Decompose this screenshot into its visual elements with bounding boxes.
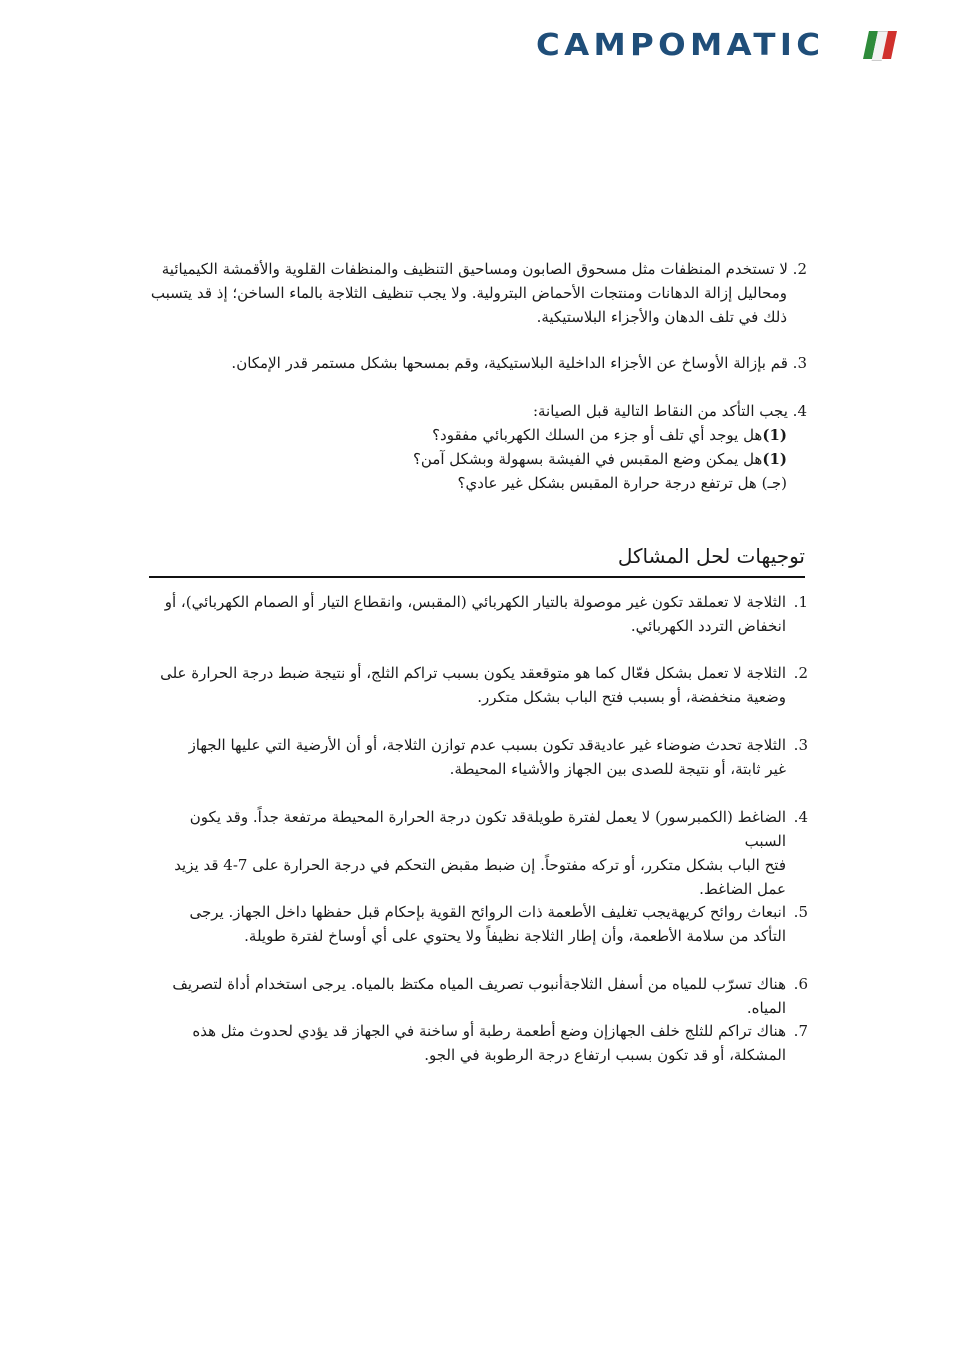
troubleshooting-item-3 bbox=[156, 733, 808, 781]
item-line: عمل الضاغط. bbox=[699, 880, 786, 898]
item-number: 5. bbox=[793, 903, 808, 921]
item-number: 2. bbox=[792, 260, 807, 278]
subitem-marker: (جـ) bbox=[761, 474, 787, 492]
maintenance-item-4-intro bbox=[147, 399, 807, 423]
maintenance-item-2-line-2: ومحاليل إزالة الدهانات ومنتجات الأحماض البترولية. ولا يجب تنظيف الثلاجة بالماء الساخن؛ إذ قد يتسبب bbox=[150, 284, 787, 302]
item-line: التأكد من سلامة الأطعمة، وأن إطار الثلاجة نظيفاً ولا يحتوي على أي أوساخ لفترة طويلة. bbox=[244, 927, 786, 945]
maintenance-subitem bbox=[147, 423, 807, 447]
item-line: هناك تراكم للثلج خلف الجهازإن وضع أطعمة رطبة أو ساخنة في الجهاز قد يؤدي لحدوث مثل هذه bbox=[192, 1022, 786, 1040]
item-number: 3. bbox=[792, 354, 807, 372]
troubleshooting-item-2 bbox=[156, 661, 808, 709]
item-line: فتح الباب بشكل متكرر، أو تركه مفتوحاً. إن ضبط مقبض التحكم في درجة الحرارة على 7-4 قد يزيد bbox=[174, 856, 786, 874]
troubleshooting-item-1 bbox=[156, 590, 808, 638]
maintenance-item-3 bbox=[147, 351, 807, 375]
maintenance-item-4 bbox=[147, 399, 807, 495]
item-line: المشكلة، أو قد تكون بسبب ارتفاع درجة الرطوبة في الجو. bbox=[424, 1046, 786, 1064]
item-line: الثلاجة تحدث ضوضاء غير عاديةقد تكون بسبب عدم توازن الثلاجة، أو أن الأرضية التي عليها الجهاز bbox=[188, 736, 786, 754]
item-number: 6. bbox=[793, 975, 808, 993]
troubleshooting-item-4 bbox=[156, 805, 808, 901]
item-text: لا تستخدم المنظفات مثل مسحوق الصابون ومساحيق التنظيف والمنظفات القلوية والأقمشة الكيميائية bbox=[161, 260, 788, 278]
item-line: الضاغط (الكمبرسور) لا يعمل لفترة طويلةقد تكون درجة الحرارة المحيطة مرتفعة جداً. وقد يكون السبب bbox=[189, 808, 786, 850]
item-line: هناك تسرّب للمياه من أسفل الثلاجةأنبوب تصريف المياه مكتظ بالمياه. يرجى استخدام أداة لتصريف المياه. bbox=[172, 975, 786, 1017]
subitem-marker: (1) bbox=[762, 426, 787, 444]
subitem-text: هل يمكن وضع المقبس في الفيشة بسهولة وبشكل آمن؟ bbox=[412, 450, 763, 468]
troubleshooting-item-7 bbox=[156, 1019, 808, 1067]
item-number: 4. bbox=[792, 402, 807, 420]
subitem-text: هل يوجد أي تلف أو جزء من السلك الكهربائي مفقود؟ bbox=[432, 426, 763, 444]
troubleshooting-item-5 bbox=[156, 900, 808, 948]
item-number: 4. bbox=[793, 808, 808, 826]
subitem-marker: (1) bbox=[762, 450, 787, 468]
brand-logo bbox=[536, 28, 900, 64]
maintenance-item-2-line-3: ذلك في تلف الدهان والأجزاء البلاستيكية. bbox=[536, 308, 787, 326]
maintenance-subitem bbox=[147, 447, 807, 471]
item-line: انبعاث روائح كريهةيجب تغليف الأطعمة ذات الروائح القوية بإحكام قبل حفظها داخل الجهاز. يرجى bbox=[189, 903, 786, 921]
maintenance-item-2-line-1 bbox=[147, 257, 807, 281]
troubleshooting-item-6 bbox=[136, 972, 808, 1020]
item-line: الثلاجة لا تعمل بشكل فعّال كما هو متوقعقد يكون بسبب تراكم الثلج، أو نتيجة ضبط درجة الحرارة على bbox=[160, 664, 786, 682]
item-line: وضعية منخفضة، أو بسبب فتح الباب بشكل متكرر. bbox=[477, 688, 786, 706]
item-line: الثلاجة لا تعملقد تكون غير موصولة بالتيار الكهربائي (المقبس، وانقطاع التيار أو الصمام الكهربائي)، أو bbox=[164, 593, 786, 611]
item-text: قم بإزالة الأوساخ عن الأجزاء الداخلية البلاستيكية، وقم بمسحها بشكل مستمر قدر الإمكان. bbox=[231, 354, 788, 372]
item-number: 1. bbox=[793, 593, 808, 611]
maintenance-subitem bbox=[147, 471, 807, 495]
maintenance-item-2 bbox=[147, 257, 807, 329]
heading-divider bbox=[149, 576, 805, 578]
item-number: 7. bbox=[793, 1022, 808, 1040]
item-text: يجب التأكد من النقاط التالية قبل الصيانة: bbox=[532, 402, 788, 420]
subitem-text: هل ترتفع درجة حرارة المقبس بشكل غير عادي؟ bbox=[457, 474, 757, 492]
brand-name: CAMPOMATIC bbox=[536, 28, 825, 63]
flag-icon bbox=[863, 31, 897, 59]
troubleshooting-heading: توجيهات لحل المشاكل bbox=[617, 544, 805, 568]
item-line: انخفاض التردد الكهربائي. bbox=[630, 617, 786, 635]
item-number: 3. bbox=[793, 736, 808, 754]
item-line: غير ثابتة، أو نتيجة للصدى بين الجهاز والأشياء المحيطة. bbox=[449, 760, 786, 778]
item-number: 2. bbox=[793, 664, 808, 682]
